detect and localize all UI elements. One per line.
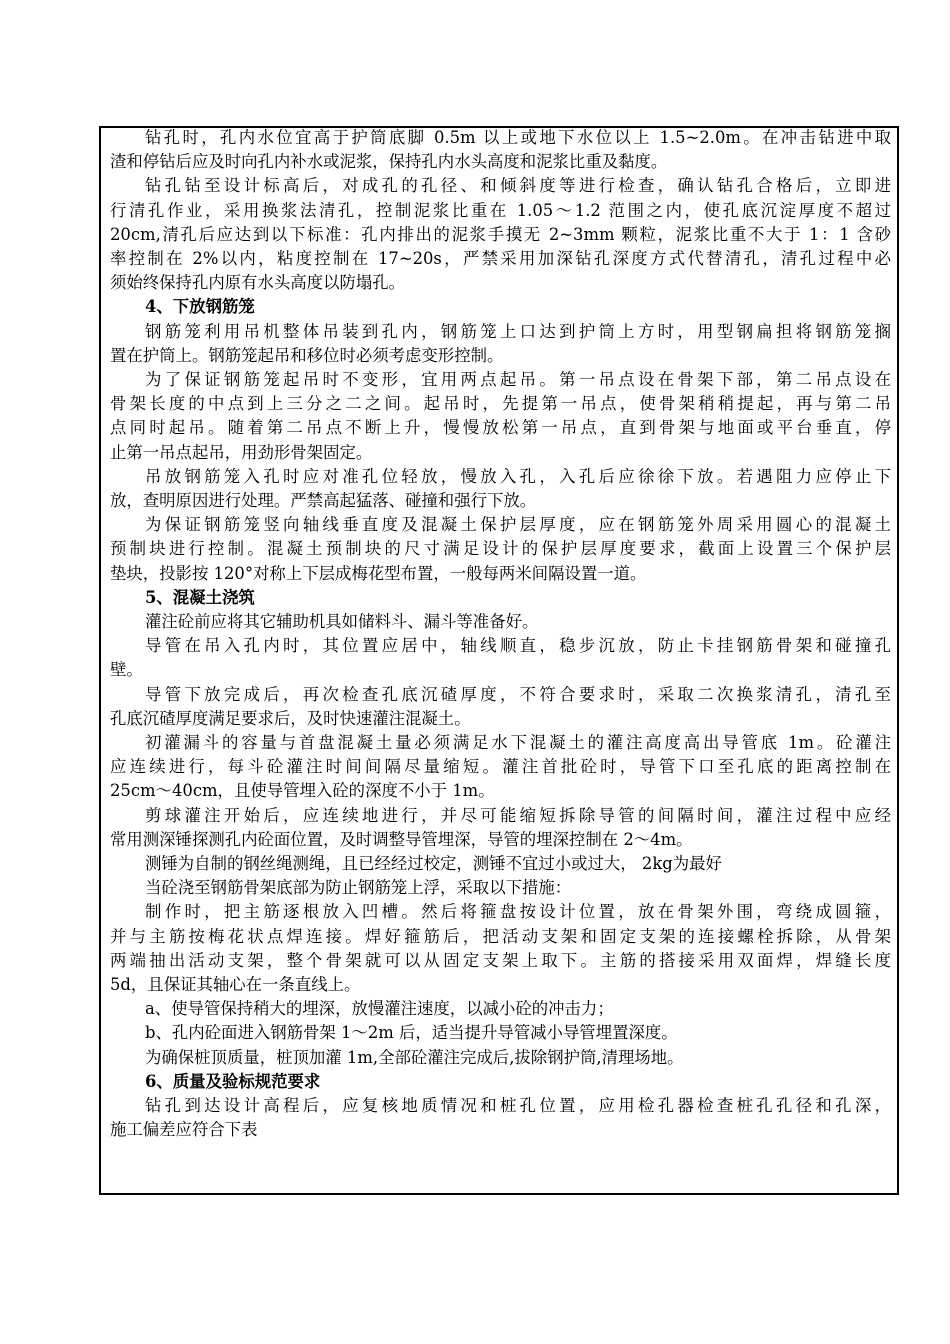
text-line: 置在护筒上。钢筋笼起吊和移位时必须考虑变形控制。 [110, 345, 504, 365]
section-heading: 4、下放钢筋笼 [145, 297, 255, 317]
text-line: 制作时，把主筋逐根放入凹槽。然后将箍盘按设计位置，放在骨架外围，弯绕成圆箍， [145, 902, 891, 922]
text-line: 两端抽出活动支架，整个骨架就可以从固定支架上取下。主筋的搭接采用双面焊，焊缝长度 [110, 950, 891, 970]
text-line: 止第一吊点起吊，用劲形骨架固定。 [110, 442, 373, 462]
text-line: 钻孔时，孔内水位宜高于护筒底脚 0.5m 以上或地下水位以上 1.5~2.0m。在冲击钻进中取 [145, 128, 891, 147]
text-line: 为确保桩顶质量，桩顶加灌 1m,全部砼灌注完成后,拔除钢护筒,清理场地。 [145, 1047, 684, 1067]
text-line: 并与主筋按梅花状点焊连接。焊好箍筋后，把活动支架和固定支架的连接螺栓拆除，从骨架 [110, 926, 891, 946]
text-line: 钻孔到达设计高程后，应复核地质情况和桩孔位置，应用检孔器检查桩孔孔径和孔深， [145, 1096, 891, 1115]
text-line: 吊放钢筋笼入孔时应对准孔位轻放，慢放入孔，入孔后应徐徐下放。若遇阻力应停止下 [145, 466, 891, 486]
text-line: 孔底沉碴厚度满足要求后，及时快速灌注混凝土。 [110, 708, 471, 728]
text-line: 25cm～40cm，且使导管埋入砼的深度不小于 1m。 [110, 781, 495, 801]
text-line: b、孔内砼面进入钢筋骨架 1～2m 后，适当提升导管减小导管埋置深度。 [145, 1023, 678, 1043]
text-line: 为了保证钢筋笼起吊时不变形，宜用两点起吊。第一吊点设在骨架下部，第二吊点设在 [145, 370, 891, 389]
text-line: 钢筋笼利用吊机整体吊装到孔内，钢筋笼上口达到护筒上方时，用型钢扁担将钢筋笼搁 [145, 321, 891, 341]
text-line: 测锤为自制的钢丝绳测绳，且已经经过校定，测锤不宜过小或过大， 2kg为最好 [145, 854, 722, 873]
text-line: 点同时起吊。随着第二吊点不断上升，慢慢放松第一吊点，直到骨架与地面或平台垂直，停 [110, 418, 891, 438]
text-line: 5d，且保证其轴心在一条直线上。 [110, 975, 361, 994]
text-line: 率控制在 2%以内，粘度控制在 17~20s，严禁采用加深钻孔深度方式代替清孔，清孔过程中必 [110, 249, 891, 268]
text-line: 当砼浇至钢筋骨架底部为防止钢筋笼上浮，采取以下措施： [145, 878, 572, 898]
text-line: 施工偏差应符合下表 [110, 1120, 258, 1140]
text-line: 导管下放完成后，再次检查孔底沉碴厚度，不符合要求时，采取二次换浆清孔，清孔至 [145, 684, 891, 704]
text-line: 为保证钢筋笼竖向轴线垂直度及混凝土保护层厚度，应在钢筋笼外周采用圆心的混凝土 [145, 515, 891, 535]
text-line: 灌注砼前应将其它辅助机具如储料斗、漏斗等准备好。 [145, 612, 539, 631]
text-line: 预制块进行控制。混凝土预制块的尺寸满足设计的保护层厚度要求，截面上设置三个保护层 [110, 539, 891, 559]
text-line: 常用测深锤探测孔内砼面位置，及时调整导管埋深，导管的埋深控制在 2～4m。 [110, 829, 693, 849]
text-line: a、使导管保持稍大的埋深，放慢灌注速度，以减小砼的冲击力； [145, 999, 614, 1019]
text-line: 剪球灌注开始后，应连续地进行，并尽可能缩短拆除导管的间隔时间，灌注过程中应经 [145, 805, 891, 825]
text-line: 壁。 [110, 660, 143, 680]
section-heading: 5、混凝土浇筑 [145, 587, 255, 607]
text-line: 行清孔作业，采用换浆法清孔，控制泥浆比重在 1.05～1.2 范围之内，使孔底沉淀厚度不超过 [110, 200, 891, 220]
text-line: 垫块，投影按 120°对称上下层成梅花型布置，一般每两米间隔设置一道。 [110, 563, 647, 583]
text-line: 导管在吊入孔内时，其位置应居中，轴线顺直，稳步沉放，防止卡挂钢筋骨架和碰撞孔 [145, 636, 891, 656]
text-line: 须始终保持孔内原有水头高度以防塌孔。 [110, 273, 406, 293]
section-heading: 6、质量及验标规范要求 [145, 1071, 321, 1091]
text-line: 初灌漏斗的容量与首盘混凝土量必须满足水下混凝土的灌注高度高出导管底 1m。砼灌注 [145, 733, 891, 752]
text-line: 骨架长度的中点到上三分之二之间。起吊时，先提第一吊点，使骨架稍稍提起，再与第二吊 [110, 394, 891, 414]
text-line: 放，查明原因进行处理。严禁高起猛落、碰撞和强行下放。 [110, 491, 537, 510]
text-line: 钻孔钻至设计标高后，对成孔的孔径、和倾斜度等进行检查，确认钻孔合格后，立即进 [145, 176, 891, 196]
text-line: 应连续进行，每斗砼灌注时间间隔尽量缩短。灌注首批砼时，导管下口至孔底的距离控制在 [110, 757, 891, 777]
text-line: 渣和停钻后应及时向孔内补水或泥浆，保持孔内水头高度和泥浆比重及黏度。 [110, 152, 668, 172]
text-line: 20cm,清孔后应达到以下标准：孔内排出的泥浆手摸无 2~3mm 颗粒，泥浆比重不大于 1：1 含砂 [110, 224, 891, 244]
